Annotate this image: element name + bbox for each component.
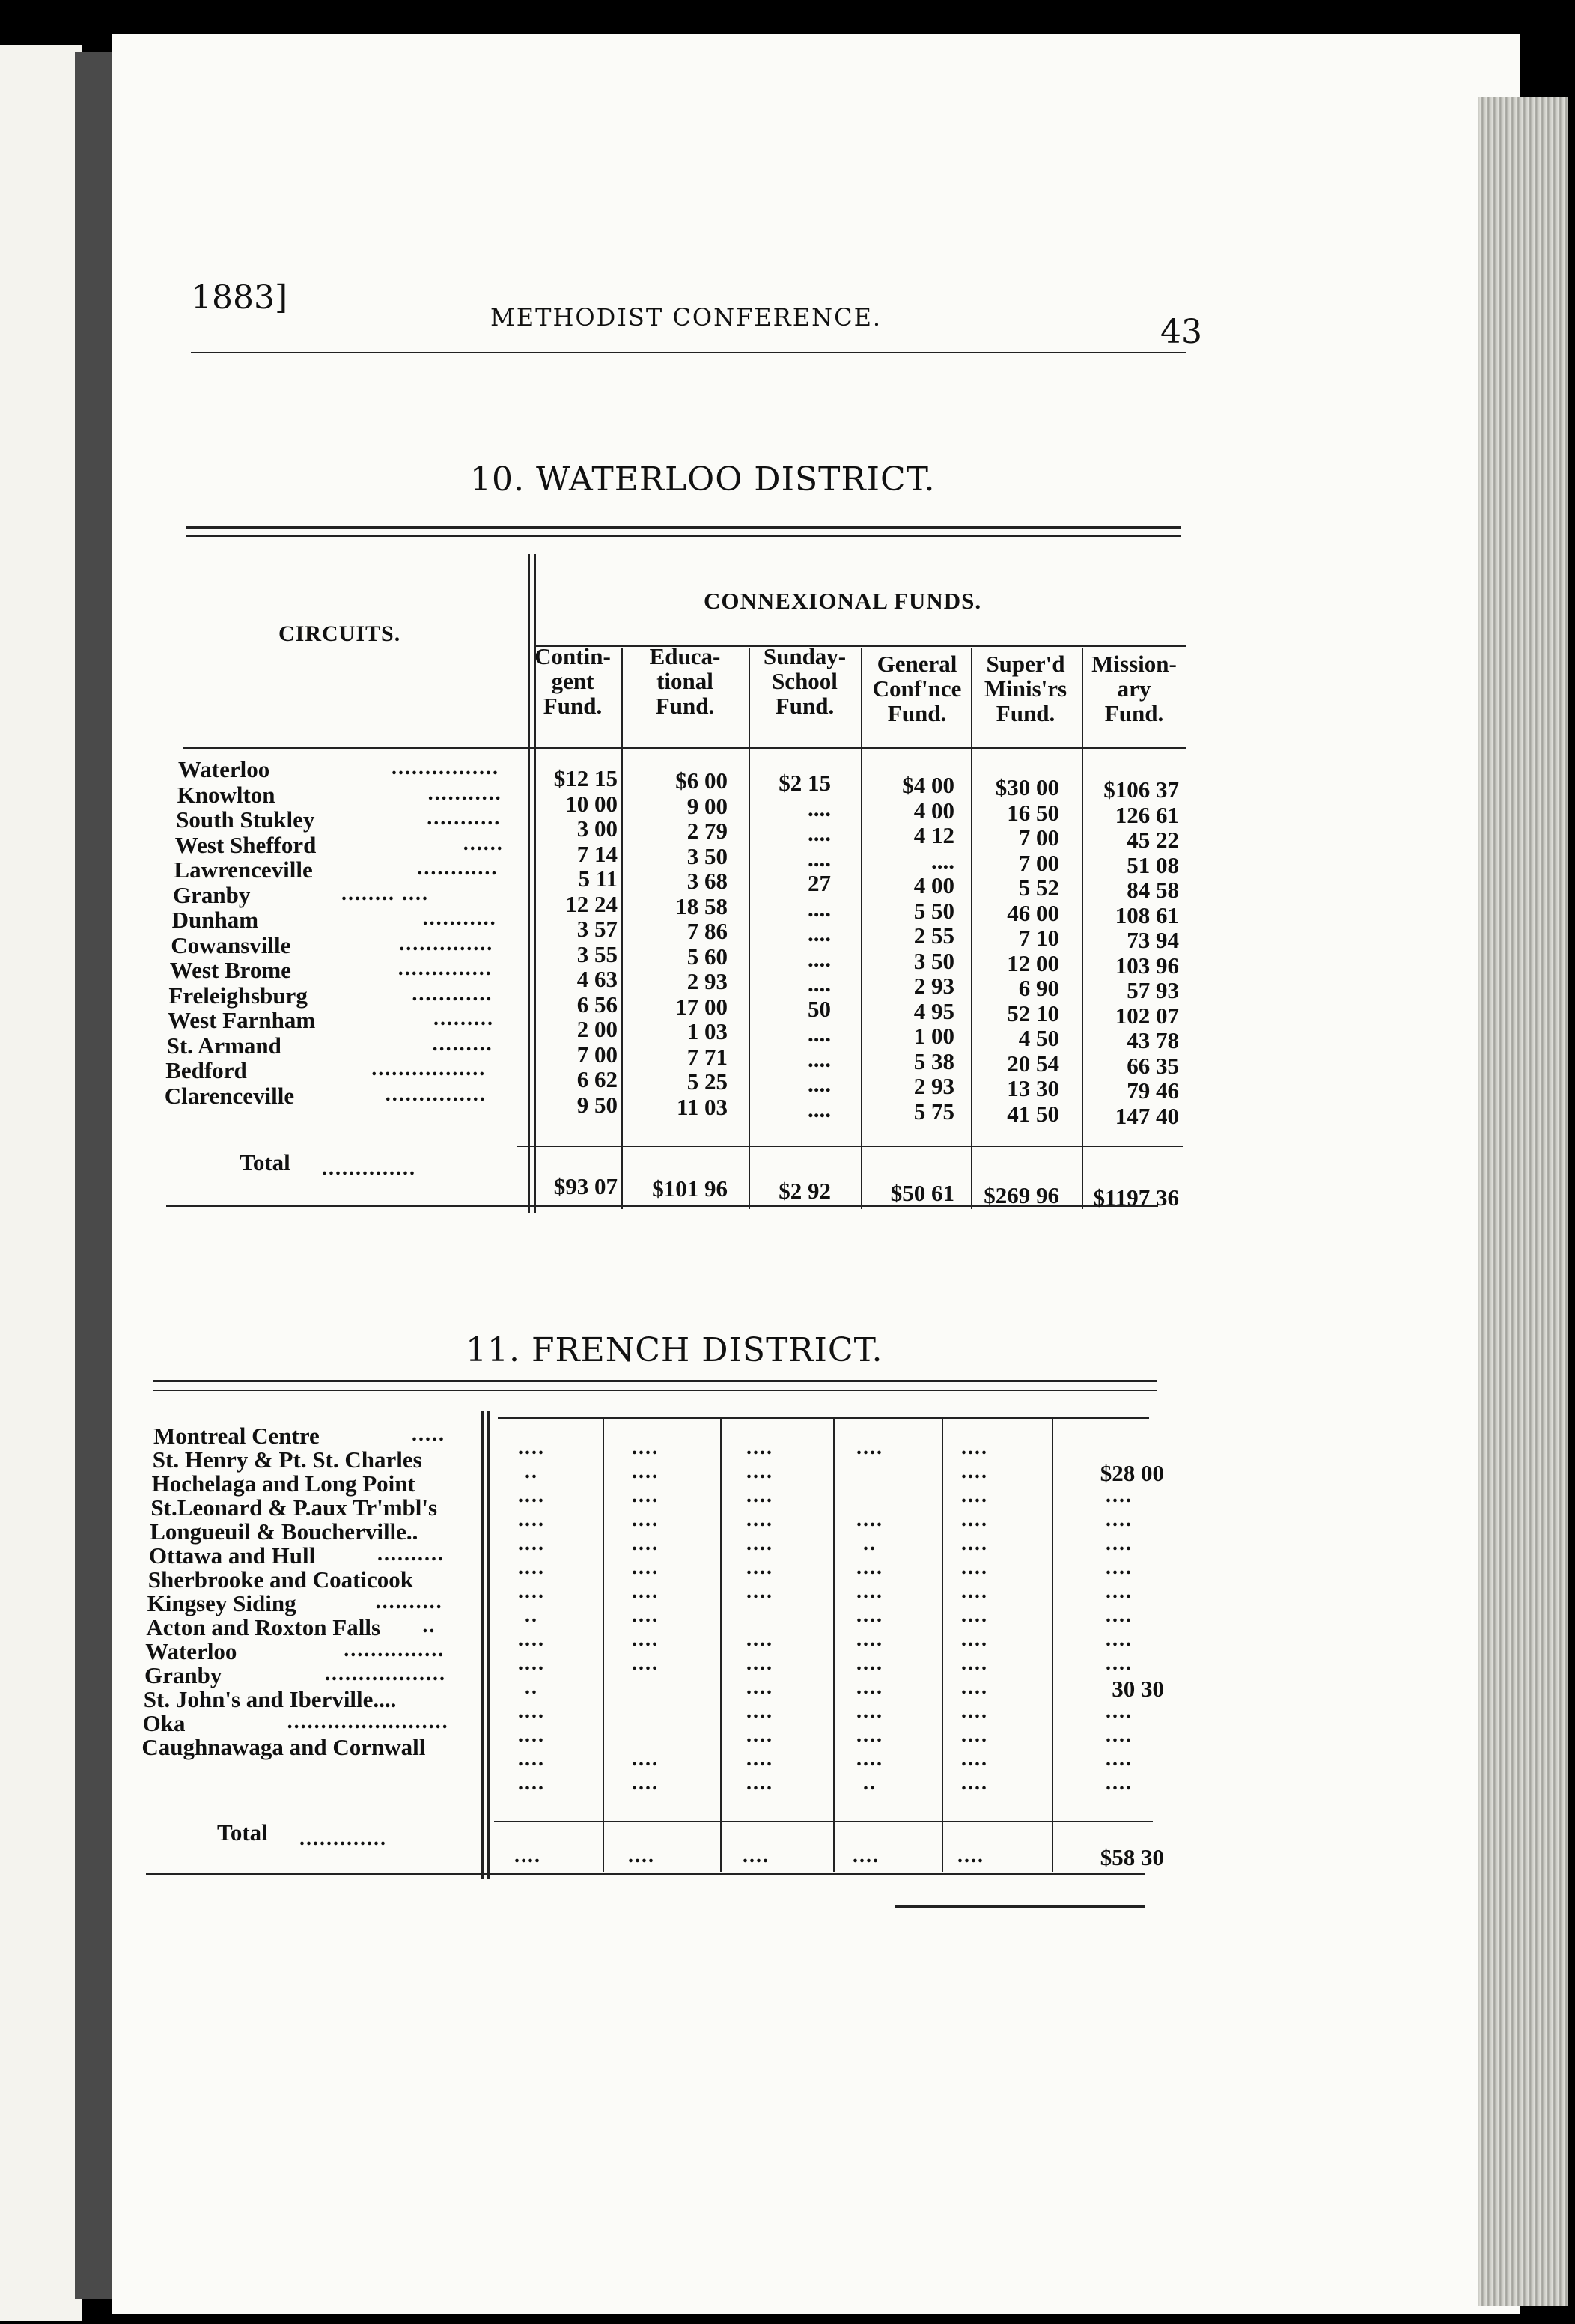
page-edge	[1478, 97, 1568, 2306]
fund-value: 84 58	[1127, 877, 1179, 903]
fund-value: 7 10	[1018, 925, 1059, 951]
fund-value: 17 00	[675, 993, 728, 1020]
column-header-line: Mission-	[1091, 651, 1177, 677]
column-header-line: Fund.	[1104, 700, 1164, 726]
fund-value: ....	[746, 1652, 773, 1675]
fund-value: 7 71	[686, 1043, 728, 1070]
leader-dots: ...............	[344, 1638, 445, 1661]
fund-value: ....	[746, 1460, 773, 1483]
fund-value: 5 60	[686, 943, 728, 970]
column-header-line: Fund.	[996, 700, 1055, 726]
total-value: $93 07	[553, 1173, 618, 1199]
leader-dots: ..........	[375, 1590, 443, 1613]
fund-value: 12 00	[1007, 949, 1059, 976]
column-header-line: Fund.	[887, 700, 947, 726]
column-header-line: ary	[1117, 675, 1151, 702]
running-head-year: 1883]	[191, 279, 288, 317]
fund-value: ....	[856, 1580, 883, 1603]
fund-value: 10 00	[565, 790, 618, 817]
total-value: $50 61	[890, 1180, 954, 1206]
fund-value: 27	[808, 870, 831, 896]
fund-value: 57 93	[1127, 977, 1179, 1003]
waterloo-top-rule	[186, 526, 1181, 529]
fund-value: ....	[518, 1628, 545, 1651]
fund-value: 3 50	[686, 842, 728, 869]
fund-value: 13 30	[1007, 1075, 1059, 1101]
fund-value: 5 75	[913, 1098, 954, 1125]
column-header-line: Conf'nce	[872, 675, 962, 702]
fund-value: ....	[632, 1556, 659, 1579]
col-header-rule	[183, 747, 1186, 749]
fund-value: ....	[518, 1771, 545, 1795]
fund-value: ....	[746, 1484, 773, 1507]
fund-value: ....	[632, 1508, 659, 1531]
circuit-name: Waterloo	[145, 1638, 237, 1664]
fund-value: ....	[856, 1724, 883, 1747]
total-label: Total	[217, 1819, 268, 1846]
circuit-name: Hochelaga and Long Point	[151, 1470, 415, 1497]
total-value: ....	[957, 1844, 984, 1867]
total-value: ....	[853, 1844, 880, 1867]
fund-value: 5 52	[1018, 874, 1059, 901]
head-rule	[191, 352, 1186, 353]
total-value: $269 96	[984, 1182, 1059, 1208]
leader-dots: ..............	[322, 1157, 416, 1180]
fund-value: 3 55	[576, 940, 618, 967]
fund-value: 66 35	[1127, 1052, 1179, 1079]
circuit-name: South Stukley	[176, 806, 315, 833]
fund-value: ....	[632, 1532, 659, 1555]
fund-value: ....	[746, 1771, 773, 1795]
fund-value: ....	[518, 1747, 545, 1771]
fund-value: ....	[518, 1580, 545, 1603]
fund-value: ....	[518, 1532, 545, 1555]
circuit-name: St. John's and Iberville....	[143, 1686, 397, 1712]
french-bottom-rule	[146, 1873, 1145, 1875]
fund-value: 11 03	[676, 1093, 728, 1120]
fund-value: ....	[746, 1508, 773, 1531]
circuit-name: Cowansville	[171, 931, 291, 958]
fund-value: ....	[632, 1628, 659, 1651]
fund-value: ....	[746, 1724, 773, 1747]
column-header-line: General	[877, 651, 957, 677]
fund-value: ....	[518, 1508, 545, 1531]
fund-value: $4 00	[902, 772, 954, 798]
column-header-line: Educa-	[649, 643, 721, 669]
fund-value: ....	[856, 1676, 883, 1699]
fund-value: ....	[961, 1652, 988, 1675]
fund-value: ....	[808, 1095, 831, 1122]
fund-value: ....	[961, 1604, 988, 1627]
circuit-name: Dunham	[171, 907, 259, 933]
fund-value: ....	[808, 1071, 831, 1097]
fund-value: 4 00	[913, 797, 954, 824]
fund-value: ....	[808, 945, 831, 972]
leader-dots: .............	[299, 1827, 387, 1850]
fund-value: $6 00	[675, 767, 728, 794]
fund-value: ....	[632, 1747, 659, 1771]
fund-value: ....	[961, 1724, 988, 1747]
fund-value: ....	[808, 820, 831, 846]
fund-value: ..	[525, 1676, 538, 1699]
fund-value: 7 14	[576, 840, 618, 867]
fund-value: ....	[746, 1580, 773, 1603]
fund-value: ....	[1106, 1532, 1133, 1555]
french-total-rule	[494, 1821, 1153, 1822]
circuit-name: Acton and Roxton Falls	[146, 1614, 381, 1640]
fund-value: ....	[1106, 1484, 1133, 1507]
fund-value: 2 00	[576, 1016, 618, 1042]
fund-value: ....	[1106, 1700, 1133, 1723]
fund-value: ....	[518, 1484, 545, 1507]
fund-value: ....	[632, 1771, 659, 1795]
column-header-line: Fund.	[655, 693, 715, 719]
waterloo-top-rule-2	[186, 535, 1181, 537]
fund-value: ..	[863, 1532, 877, 1555]
fund-value: ....	[961, 1436, 988, 1459]
circuit-name: Caughnawaga and Cornwall	[141, 1734, 426, 1760]
circuit-name: Granby	[173, 881, 251, 908]
circuit-name: West Brome	[169, 957, 291, 983]
fund-value: ....	[746, 1532, 773, 1555]
fund-value: ....	[632, 1436, 659, 1459]
fund-value: ....	[856, 1700, 883, 1723]
fund-value: ....	[856, 1604, 883, 1627]
leader-dots: ..	[422, 1614, 436, 1637]
fund-value: ....	[746, 1436, 773, 1459]
fund-value: 4 50	[1018, 1025, 1059, 1051]
fund-value: ....	[1106, 1508, 1133, 1531]
fund-value: 126 61	[1115, 801, 1179, 828]
fund-value: 9 00	[686, 792, 728, 819]
fund-value: 6 56	[576, 991, 618, 1017]
circuit-name: St. Armand	[166, 1032, 281, 1059]
fund-value: ....	[746, 1676, 773, 1699]
fund-value: $2 15	[779, 770, 831, 796]
fund-value: ....	[961, 1556, 988, 1579]
fund-value: $106 37	[1103, 776, 1179, 803]
fund-value: ....	[1106, 1604, 1133, 1627]
circuit-name: West Shefford	[174, 831, 317, 858]
total-value: $58 30	[1100, 1844, 1164, 1870]
fund-value: 108 61	[1115, 901, 1179, 928]
circuit-name: Freleighsburg	[168, 982, 308, 1009]
fund-value: ....	[856, 1747, 883, 1771]
fund-value: ....	[632, 1580, 659, 1603]
fund-value: 41 50	[1007, 1100, 1059, 1127]
fund-value: ..	[525, 1460, 538, 1483]
french-divider	[481, 1411, 484, 1879]
fund-value: ....	[808, 794, 831, 821]
fund-value: ....	[808, 895, 831, 922]
fund-value: ..	[525, 1604, 538, 1627]
circuit-name: Kingsey Siding	[147, 1590, 296, 1616]
fund-value: ....	[961, 1508, 988, 1531]
fund-value: 6 90	[1018, 975, 1059, 1001]
fund-value: ....	[961, 1628, 988, 1651]
fund-value: 7 00	[1018, 824, 1059, 851]
fund-value: ....	[746, 1556, 773, 1579]
leader-dots: ........................	[287, 1710, 449, 1733]
fund-value: 51 08	[1127, 851, 1179, 878]
fund-value: 4 12	[913, 822, 954, 848]
fund-value: ....	[1106, 1724, 1133, 1747]
total-value: $1197 36	[1093, 1184, 1179, 1211]
fund-value: ....	[856, 1508, 883, 1531]
fund-value: 52 10	[1007, 1000, 1059, 1026]
fund-value: 3 68	[686, 868, 728, 894]
fund-value: ....	[632, 1652, 659, 1675]
fund-value: 2 93	[913, 973, 954, 999]
total-value: ....	[628, 1844, 655, 1867]
fund-value: ....	[746, 1628, 773, 1651]
column-header-line: Sunday-	[763, 643, 847, 669]
fund-value: ....	[518, 1652, 545, 1675]
fund-value: 20 54	[1007, 1050, 1059, 1077]
fund-value: ....	[856, 1652, 883, 1675]
fund-value: 2 55	[913, 922, 954, 949]
fund-value: ....	[1106, 1747, 1133, 1771]
leader-dots: ..................	[325, 1662, 446, 1685]
fund-value: ....	[856, 1556, 883, 1579]
fund-value: 16 50	[1007, 799, 1059, 826]
fund-value: 2 79	[686, 818, 728, 844]
fund-value: 50	[808, 995, 831, 1022]
french-bottom-rule-2	[895, 1905, 1145, 1908]
fund-value: 3 57	[576, 916, 618, 942]
circuit-name: Sherbrooke and Coaticook	[147, 1566, 414, 1593]
fund-value: ....	[961, 1460, 988, 1483]
fund-value: $30 00	[995, 774, 1059, 800]
total-value: $2 92	[779, 1178, 831, 1204]
fund-value: ....	[808, 1045, 831, 1072]
fund-value: ..	[863, 1771, 877, 1795]
fund-value: $28 00	[1100, 1460, 1164, 1486]
fund-value: 1 00	[913, 1023, 954, 1049]
fund-value: 7 86	[686, 918, 728, 944]
fund-value: ....	[632, 1460, 659, 1483]
fund-value: 5 50	[913, 897, 954, 924]
page-number: 43	[1160, 313, 1202, 351]
circuit-name: Waterloo	[178, 756, 270, 782]
fund-value: 5 25	[686, 1068, 728, 1095]
fund-value: ....	[961, 1532, 988, 1555]
circuit-name: St.Leonard & P.aux Tr'mbl's	[150, 1494, 438, 1521]
circuit-name: West Farnham	[168, 1007, 316, 1033]
french-top-rule	[153, 1380, 1157, 1382]
fund-value: ....	[931, 847, 954, 874]
fund-value: 45 22	[1127, 827, 1179, 853]
fund-value: 4 95	[913, 997, 954, 1024]
fund-value: ....	[808, 970, 831, 997]
column-header-line: Fund.	[775, 693, 835, 719]
fund-value: ....	[961, 1676, 988, 1699]
fund-value: 73 94	[1127, 927, 1179, 953]
circuit-name: Knowlton	[177, 781, 275, 808]
fund-value: 5 38	[913, 1047, 954, 1074]
circuit-name: Ottawa and Hull	[149, 1542, 316, 1569]
fund-value: 18 58	[675, 892, 728, 919]
column-header-line: Contin-	[534, 643, 611, 669]
fund-value: 147 40	[1115, 1102, 1179, 1129]
circuits-label: CIRCUITS.	[278, 621, 401, 646]
fund-value: 2 93	[686, 968, 728, 994]
circuit-name: Clarenceville	[164, 1082, 295, 1109]
fund-value: ....	[961, 1771, 988, 1795]
fund-value: ....	[808, 920, 831, 946]
scan-left-margin	[0, 45, 82, 2321]
book-spine	[75, 52, 116, 2299]
fund-value: 7 00	[576, 1041, 618, 1068]
circuit-name: Lawrenceville	[174, 857, 313, 883]
waterloo-title: 10. WATERLOO DISTRICT.	[470, 460, 936, 499]
fund-value: ....	[518, 1700, 545, 1723]
fund-value: ....	[1106, 1771, 1133, 1795]
fund-value: 46 00	[1007, 899, 1059, 926]
column-header-line: Minis'rs	[984, 675, 1067, 702]
fund-value: ....	[856, 1628, 883, 1651]
fund-value: 3 50	[913, 947, 954, 974]
fund-value: 102 07	[1115, 1002, 1179, 1029]
fund-value: 4 00	[913, 872, 954, 898]
column-header-line: Fund.	[543, 693, 603, 719]
fund-value: 9 50	[576, 1091, 618, 1118]
total-value: ....	[514, 1844, 541, 1867]
fund-value: 43 78	[1127, 1027, 1179, 1053]
fund-value: ....	[1106, 1628, 1133, 1651]
fund-value: ....	[961, 1580, 988, 1603]
french-top-rule-2	[153, 1390, 1157, 1391]
fund-value: $12 15	[553, 765, 618, 791]
fund-value: ....	[961, 1484, 988, 1507]
connexional-funds-label: CONNEXIONAL FUNDS.	[704, 588, 982, 614]
fund-value: 79 46	[1127, 1077, 1179, 1104]
circuit-name: Granby	[144, 1662, 222, 1688]
fund-value: ....	[856, 1436, 883, 1459]
total-value: ....	[743, 1844, 770, 1867]
column-header-line: tional	[656, 668, 713, 694]
column-header-line: Super'd	[986, 651, 1065, 677]
fund-value: ....	[808, 1020, 831, 1047]
fund-value: ....	[1106, 1580, 1133, 1603]
fund-value: 4 63	[576, 966, 618, 992]
circuit-name: Montreal Centre	[153, 1423, 320, 1449]
fund-value: ....	[808, 845, 831, 872]
circuit-name: Longueuil & Boucherville..	[150, 1518, 418, 1545]
french-title: 11. FRENCH DISTRICT.	[466, 1331, 883, 1369]
fund-value: ....	[518, 1436, 545, 1459]
total-value: $101 96	[652, 1175, 728, 1202]
fund-value: 3 00	[576, 815, 618, 842]
circuit-name: Oka	[142, 1710, 186, 1736]
running-head-title: METHODIST CONFERENCE.	[490, 303, 883, 332]
fund-value: ....	[632, 1484, 659, 1507]
fund-value: ....	[746, 1747, 773, 1771]
fund-value: 1 03	[686, 1018, 728, 1044]
fund-value: ....	[1106, 1556, 1133, 1579]
total-label: Total	[240, 1149, 290, 1175]
fund-value: ....	[746, 1700, 773, 1723]
fund-value: 5 11	[578, 866, 618, 892]
column-header-line: gent	[551, 668, 594, 694]
circuit-name: Bedford	[165, 1057, 247, 1083]
fund-value: ....	[961, 1747, 988, 1771]
circuit-name: St. Henry & Pt. St. Charles	[152, 1447, 422, 1473]
fund-value: ....	[632, 1604, 659, 1627]
fund-value: 6 62	[576, 1066, 618, 1092]
leader-dots: .....	[412, 1423, 445, 1446]
fund-value: ....	[518, 1556, 545, 1579]
fund-value: 30 30	[1112, 1676, 1164, 1702]
leader-dots: ..........	[377, 1542, 445, 1566]
fund-value: 12 24	[565, 890, 618, 917]
fund-value: ....	[518, 1724, 545, 1747]
column-header-line: School	[772, 668, 838, 694]
fund-value: 7 00	[1018, 849, 1059, 876]
fund-value: ....	[1106, 1652, 1133, 1675]
fund-value: ....	[961, 1700, 988, 1723]
col-sep	[1052, 1419, 1053, 1872]
fund-value: 103 96	[1115, 952, 1179, 979]
fund-value: 2 93	[913, 1073, 954, 1099]
